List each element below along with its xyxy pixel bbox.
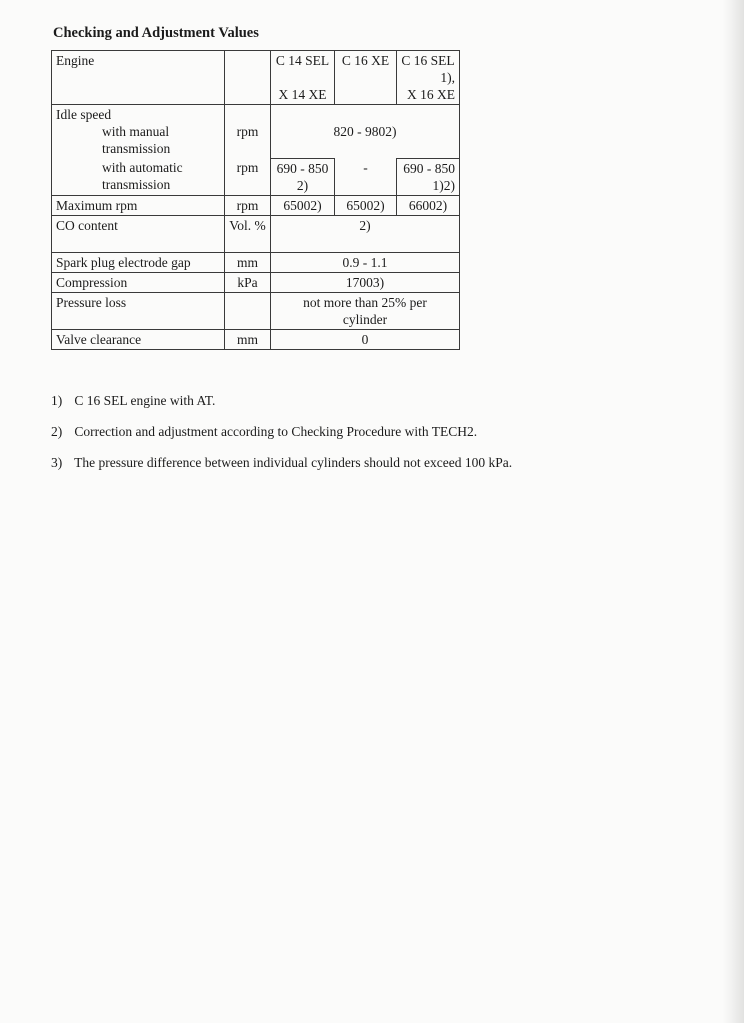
max-rpm-label: Maximum rpm	[52, 195, 225, 215]
co-label: CO content	[52, 215, 225, 252]
compression-value: 17003)	[271, 272, 460, 292]
col1-header-line1: C 14 SEL	[275, 53, 330, 68]
idle-label: Idle speed	[56, 107, 112, 122]
idle-manual-unit: rpm	[225, 105, 271, 159]
table-row	[52, 158, 460, 195]
valve-label: Valve clearance	[52, 329, 225, 349]
max-rpm-v1: 65002)	[271, 195, 335, 215]
table-header-row	[52, 51, 460, 105]
pressure-loss-value: not more than 25% per cylinder	[271, 292, 460, 329]
idle-auto-cell	[52, 158, 225, 195]
table-row	[52, 329, 460, 349]
footnote-number: 3)	[51, 455, 63, 470]
footnote-text: The pressure difference between individual cylinders should not exceed 100 kPa.	[74, 455, 513, 470]
idle-auto-label: with automatic transmission	[102, 160, 183, 192]
col2-header: C 16 XE	[335, 51, 397, 105]
co-unit: Vol. %	[225, 215, 271, 252]
col3-header	[397, 51, 460, 105]
idle-manual-value: 820 - 9802)	[271, 105, 460, 159]
idle-cell	[52, 105, 225, 159]
values-table	[51, 50, 460, 350]
table-row	[52, 195, 460, 215]
idle-auto-unit: rpm	[225, 158, 271, 195]
unit-header	[225, 51, 271, 105]
idle-manual-label: with manual transmission	[102, 124, 171, 156]
table-row	[52, 105, 460, 159]
idle-auto-v1: 690 - 850 2)	[271, 158, 335, 195]
valve-value: 0	[271, 329, 460, 349]
footnote	[51, 393, 512, 424]
pressure-loss-unit	[225, 292, 271, 329]
col1-header-line2: X 14 XE	[278, 87, 327, 102]
valve-unit: mm	[225, 329, 271, 349]
footnote-text: C 16 SEL engine with AT.	[74, 393, 216, 408]
col3-header-line2: 1),	[440, 70, 455, 85]
table-row	[52, 272, 460, 292]
col3-header-line3: X 16 XE	[407, 87, 455, 102]
footnote-text: Correction and adjustment according to Checking Procedure with TECH2.	[74, 424, 478, 439]
pressure-loss-label: Pressure loss	[52, 292, 225, 329]
spark-value: 0.9 - 1.1	[271, 252, 460, 272]
idle-auto-v2: -	[335, 158, 397, 195]
footnote-number: 1)	[51, 393, 63, 408]
compression-unit: kPa	[225, 272, 271, 292]
max-rpm-v3: 66002)	[397, 195, 460, 215]
footnotes	[51, 393, 512, 486]
idle-auto-v3: 690 - 850 1)2)	[397, 158, 460, 195]
col1-header	[271, 51, 335, 105]
footnote	[51, 455, 512, 486]
spark-label: Spark plug electrode gap	[52, 252, 225, 272]
table-row	[52, 252, 460, 272]
max-rpm-v2: 65002)	[335, 195, 397, 215]
compression-label: Compression	[52, 272, 225, 292]
spark-unit: mm	[225, 252, 271, 272]
footnote-number: 2)	[51, 424, 63, 439]
page-title: Checking and Adjustment Values	[53, 25, 259, 41]
footnote	[51, 424, 512, 455]
co-value: 2)	[271, 215, 460, 252]
table-row	[52, 292, 460, 329]
table-row	[52, 215, 460, 252]
col3-header-line1: C 16 SEL	[401, 53, 455, 68]
max-rpm-unit: rpm	[225, 195, 271, 215]
page-edge-shadow	[722, 0, 744, 1023]
engine-header: Engine	[52, 51, 225, 105]
